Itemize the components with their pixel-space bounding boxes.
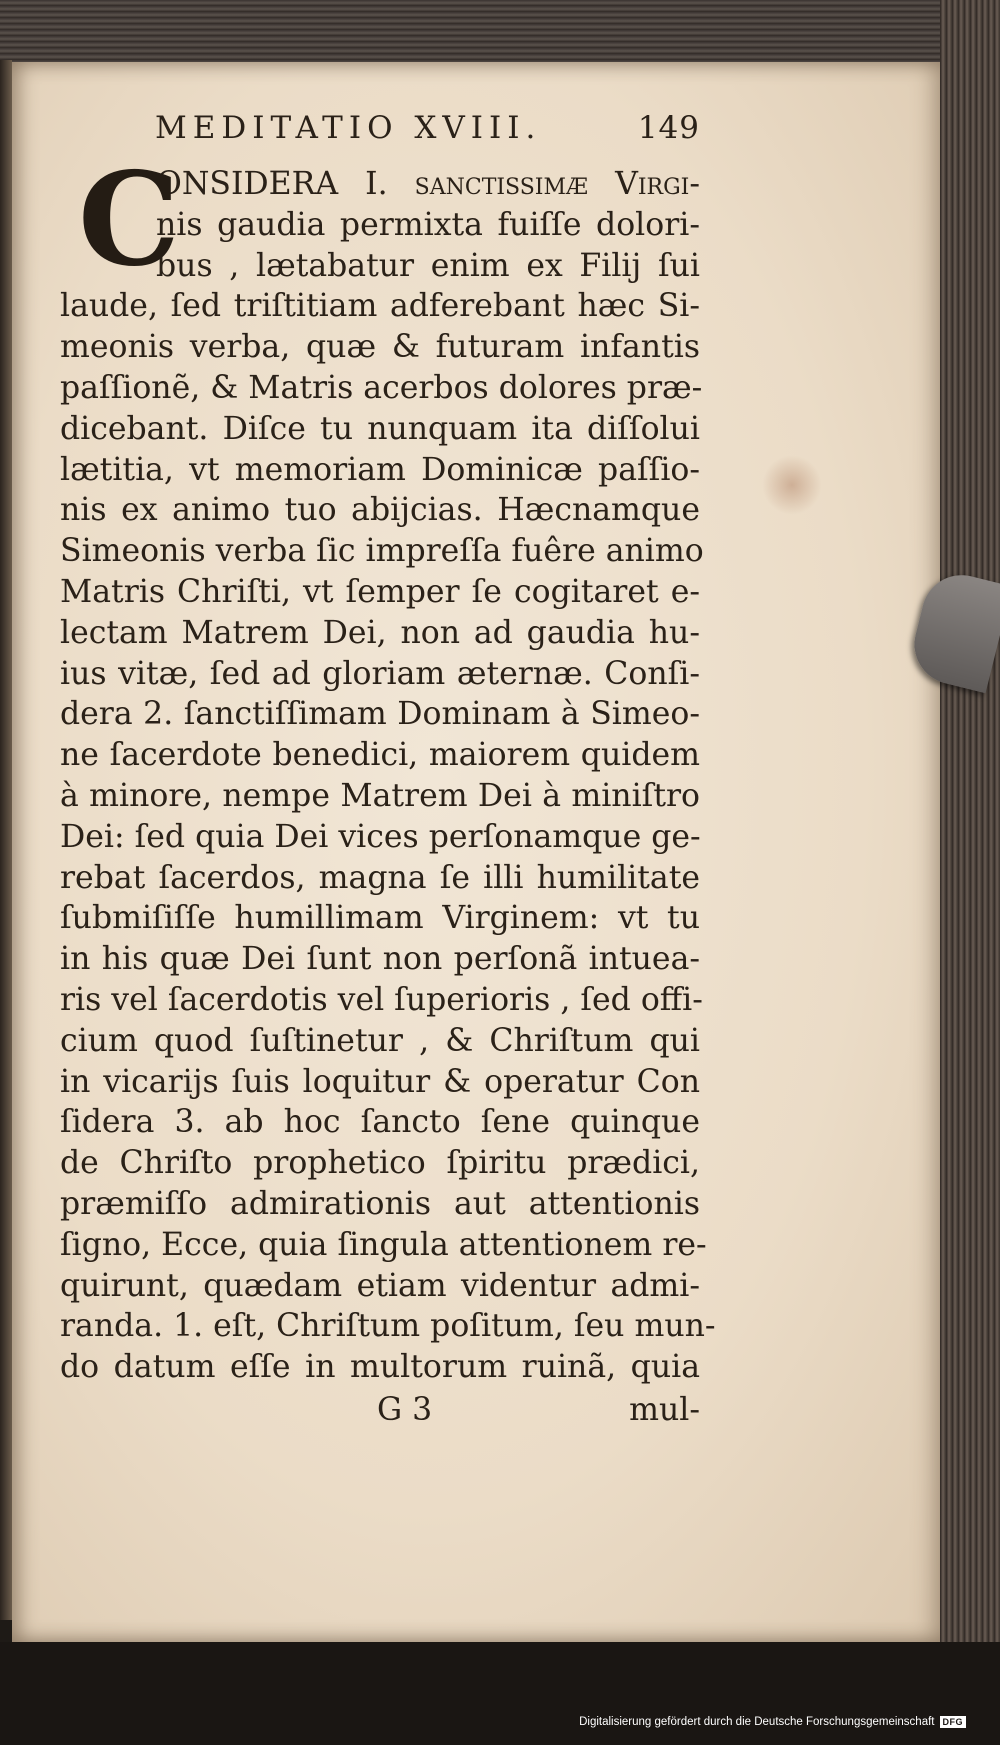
- credit-text: Digitalisierung gefördert durch die Deutsche Forschungsgemeinschaft: [579, 1716, 935, 1728]
- text-line: rebat ſacerdos, magna ſe illi humilitate: [60, 859, 700, 896]
- text-line: præmiſſo admirationis aut attentionis: [60, 1185, 700, 1222]
- drop-cap: C: [78, 145, 180, 295]
- book-top-edge: [0, 0, 1000, 64]
- text-line: quirunt, quædam etiam videntur admi-: [60, 1267, 700, 1304]
- text-line: ius vitæ, ſed ad gloriam æternæ. Conſi-: [60, 655, 700, 692]
- dfg-logo: DFG: [940, 1716, 967, 1728]
- text-line: dicebant. Diſce tu nunquam ita diſſolui: [60, 410, 700, 447]
- scan-background: [0, 1642, 1000, 1745]
- body-text: [60, 145, 716, 1388]
- text-line: ſidera 3. ab hoc ſancto ſene quinque: [60, 1104, 700, 1141]
- running-head: [155, 110, 700, 146]
- text-line: Dei: ſed quia Dei vices perſonamque ge-: [60, 818, 701, 855]
- text-line: à minore, nempe Matrem Dei à miniſtro: [60, 777, 700, 814]
- text-line: ne ſacerdote benedici, maiorem quidem: [60, 737, 700, 774]
- text-line: do datum eſſe in multorum ruinã, quia: [60, 1349, 700, 1386]
- text-line: nis ex animo tuo abijcias. Hæcnamque: [60, 492, 700, 529]
- digitization-credit: [579, 1716, 966, 1728]
- page-text: [60, 110, 716, 1431]
- running-head-title: MEDITATIO XVIII.: [155, 110, 542, 146]
- text-line: laude, ſed triſtitiam adferebant hæc Si-: [60, 288, 700, 325]
- page-number: 149: [637, 110, 700, 146]
- text-line: lætitia, vt memoriam Dominicæ paſſio-: [60, 451, 700, 488]
- text-line: meonis verba, quæ & futuram infantis: [60, 329, 700, 366]
- catchword: mul-: [629, 1391, 700, 1428]
- text-line: nis gaudia permixta fuiſſe dolori-: [156, 206, 700, 243]
- text-line: in his quæ Dei ſunt non perſonã intuea-: [60, 941, 700, 978]
- text-line: ſubmiſiſſe humillimam Virginem: vt tu: [60, 900, 700, 937]
- text-line: randa. 1. eſt, Chriſtum poſitum, ſeu mun-: [60, 1308, 716, 1345]
- text-line: in vicarijs ſuis loquitur & operatur Con: [60, 1063, 700, 1100]
- text-line: ſigno, Ecce, quia ſingula attentionem re-: [60, 1226, 707, 1263]
- text-line: paſſionẽ, & Matris acerbos dolores præ-: [60, 369, 703, 406]
- text-line: Matris Chriſti, vt ſemper ſe cogitaret e-: [60, 573, 700, 610]
- text-line: Simeonis verba ſic impreſſa fuêre animo: [60, 533, 704, 570]
- text-line: bus , lætabatur enim ex Filij ſui: [156, 247, 700, 284]
- text-line: ris vel ſacerdotis vel ſuperioris , ſed offi-: [60, 981, 703, 1018]
- signature-line: [60, 1390, 700, 1431]
- book-right-edge: [940, 0, 1000, 1745]
- text-line: de Chriſto prophetico ſpiritu prædici,: [60, 1145, 700, 1182]
- text-line: cium quod ſuſtinetur , & Chriſtum qui: [60, 1022, 700, 1059]
- text-line: dera 2. ſanctiſſimam Dominam à Simeo-: [60, 696, 700, 733]
- paper-stain: [762, 455, 822, 515]
- binding-shadow: [0, 60, 12, 1620]
- text-line: ONSIDERA I. ſanctiſſimæ Virgi-: [156, 166, 700, 202]
- signature-mark: G 3: [377, 1391, 433, 1428]
- text-line: lectam Matrem Dei, non ad gaudia hu-: [60, 614, 700, 651]
